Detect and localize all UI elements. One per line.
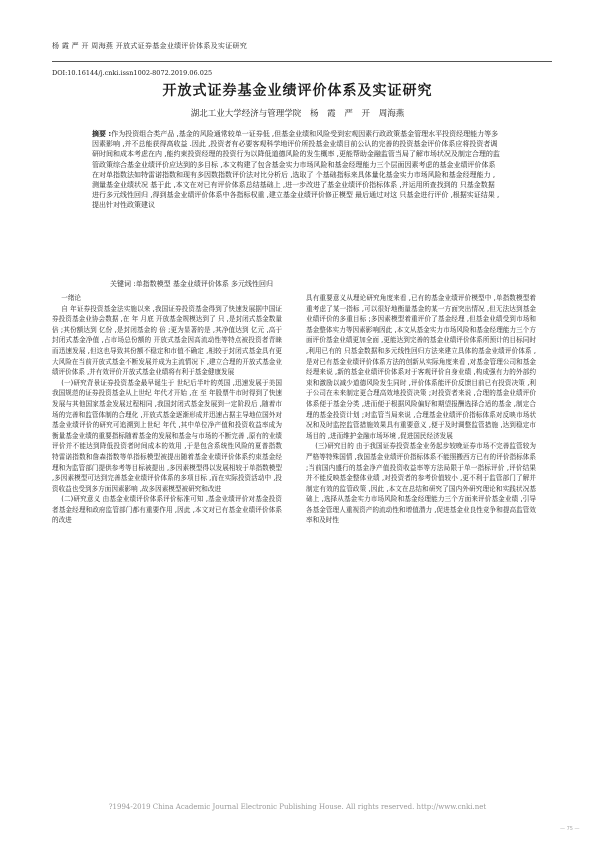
section-heading	[52, 293, 282, 304]
paragraph-text: 由基金业绩评价体系评价标准可知 ,基金业绩评价对基金投资者基金经理和政府监管部门都有重要作用 ,因此 ,本文对已有基金业绩评价体系的改进	[52, 495, 282, 525]
author-line	[0, 107, 595, 119]
keywords-label: 关键词 :	[110, 280, 136, 288]
keywords-text: 单指数模型 基金业绩评价体系 多元线性回归	[135, 280, 274, 288]
abstract-label: 摘要 :	[92, 130, 112, 138]
page-number: — 75 —	[560, 826, 580, 832]
paragraph	[306, 293, 536, 441]
paragraph-text: 证券投资基金最早诞生于 世纪后半叶的英国 ,迅速发展于美国我国规范的证券投资基金从上世纪 年代才开始 ,在 至 年股票牛市时得到了快速发展与其他国家基金发展过程相同 ,我国封闭式基金发展到一定阶段后 ,随着市场的完善和监管体制的合理化 ,开放式基金逐渐形成并迅速占据主导地位国外对基金业绩评价的研究可追溯到上世纪 年代 ,其中单位净产值和投资收益率成为衡量基金业绩的重要指标随着基金的发展和基金与市场的不断完善 ,原有的业绩评价并不能达到降低投资者时间成本的效用 ,于是包含系统性风险的夏普指数 特雷诺指数和詹森指数等单指标模型被提出随着基金业绩评价体系约束基金经理和为监管部门提供参考等目标被提出 ,多因素模型得以发展相较于单指数模型 ,多因素模型可达到完善基金业绩评价体系的多项目标 ,而在实际投资活动中 ,投资收益也受到多方面因素影响 ,故多因素模型被研究和改进	[52, 378, 282, 493]
left-column	[52, 293, 282, 526]
running-head: 杨 霞 严 开 周海燕 开放式证券基金业绩评价体系及实证研究	[52, 42, 248, 50]
paragraph-text: 自 年证券投资基金法实施以来 ,我国证券投资基金得到了快速发展据中国证券投资基金业协会数据 ,在 年 月底 开放基金规模达到了 只 ,是封闭式基金数量 倍 ;其份额达到 亿份 ,是封闭基金的 倍 ;更为显著的是 ,其净值达到 亿元 ,高于封闭式基金净值 ,占市场总份额的 开放式基金因高流动性等特点被投资者青睐而迅速发展 ,但这也导致其份额不稳定和市值不确定 ,相较于封闭式基金具有更大风险在当前开放式基金不断发展并成为主流情况下 ,建立合理的开放式基金业绩评价体系 ,并有效评价开放式基金业绩将有利于基金健康发展	[52, 304, 282, 377]
copyright-footer: ?1994-2019 China Academic Journal Electronic Publishing House. All rights reserved. http://www.cnki.net	[108, 803, 487, 811]
paragraph	[52, 304, 282, 378]
affiliation: 湖北工业大学经济与管理学院	[190, 109, 302, 119]
keywords	[110, 279, 500, 289]
doi: DOI:10.16144/j.cnki.issn1002-8072.2019.06.025	[52, 69, 213, 77]
subsection-heading: (一)研究背景	[61, 378, 101, 387]
paragraph-text: 由于我国证券投资基金业务起步较晚证券市场不完善监管较为严格等特殊国情 ,我国基金业绩评价指标体系不能照搬西方已有的评价指标体系 ;当前国内盛行的基金净产值投资收益率等方法局限于单一指标评价 ,评价结果并不能反映基金整体业绩 ,对投资者的参考价值较小 ,更不利于监管部门了解并制定有效的监管政策 ,因此 ,本文在总结和研究了国内外研究理论和实践状况基础上 ,选择从基金实力市场风险和基金经理能力三个方面来评价基金业绩 ,引导各基金管理人重视资产的流动性和增值潜力 ,促进基金业良性竞争和提高监管效率和及时性	[306, 442, 536, 525]
paragraph	[52, 494, 282, 526]
page-title: 开放式证券基金业绩评价体系及实证研究	[162, 83, 433, 99]
paragraph-text: 具有重要意义从理论研究角度来看 ,已有的基金业绩评价模型中 ,单指数模型着重考虑了某一指标 ,可以很好地衡量基金的某一方面突出情况 ,但无法达到基金业绩评价的多重目标 ;多因素模型着重评价了基金经理 ,但基金业绩受到市场和基金整体实力等因素影响因此 ,本文从基金实力市场风险和基金经理能力三个方面评价基金业绩更加全面 ,更能达到完善的基金业绩评价体系所预计的目标同时 ,利用已有的 只基金数据和多元线性回归方法来建立具体的基金业绩评价体系 ,是对已有基金业绩评价体系方法的创新从实际角度来看 ,对基金管理公司和基金经理来说 ,新的基金业绩评价体系对于客观评价自身业绩 ,构成强有力的外部约束和激励以减少道德风险发生同时 ,评价体系能评价反馈目前已有投资决策 ,利于公司在未来制定更合理高效地投资决策 ;对投资者来说 ,合理的基金业绩评价体系便于基金分类 ,进而便于根据风险偏好和期望报酬选择合适的基金 ,制定合理的基金投资计划 ;对监管当局来说 ,合理基金业绩评价指标体系对反映市场状况和及时监控监管措施效果具有重要意义 ,便于及时调整监管措施 ,达到稳定市场目的 ,进而维护金融市场环境 ,促进国民经济发展	[306, 294, 536, 440]
abstract	[92, 129, 500, 211]
subsection-heading: (三)研究目的	[315, 442, 354, 451]
author-names: 杨 霞 严 开 周海燕	[309, 109, 405, 119]
right-column	[306, 293, 536, 526]
paragraph	[52, 378, 282, 495]
paragraph	[306, 441, 536, 526]
header-rule	[52, 61, 552, 62]
heading: 一绪论	[61, 294, 82, 302]
subsection-heading: (二)研究意义	[61, 495, 101, 504]
abstract-text: 作为投资组合类产品 ,基金的风险通常较单一证券低 ,但基金业绩和风险受到宏观因素行政政策基金管理水平投资经理能力等多因素影响 ,并不总能获得高收益 .因此 ,投资者有必要客观科学地评价所投基金业绩目前公认的完善的投资基金评价体系应将投资者调研时间和成本考虑在内 ,能约束投资经理的投资行为以降低道德风险的发生概率 ,更能帮助金融监管当局了解市场状况及制定合理的监管政策综合基金业绩评价应达到的多目标 ,本文构建了包含基金实力市场风险和基金经理能力三个层面因素考虑的基金业绩评价体系 在对单指数法如特雷诺指数和现有多因数指数评价法对比分析后 ,选取了 个基础指标来具体量化基金实力市场风险和基金经理能力 ,测量基金业绩状况 基于此 ,本文在对已有评价体系总结基础上 ,进一步改进了基金业绩评价指标体系 ,并运用所查找到的 只基金数据进行多元线性回归 ,得到基金业绩评价体系中各指标权重 ,建立基金业绩评价修正模型 最后通过对这 只基金进行评价 ,根据实证结果 ,提出针对性政策建议	[92, 130, 500, 210]
